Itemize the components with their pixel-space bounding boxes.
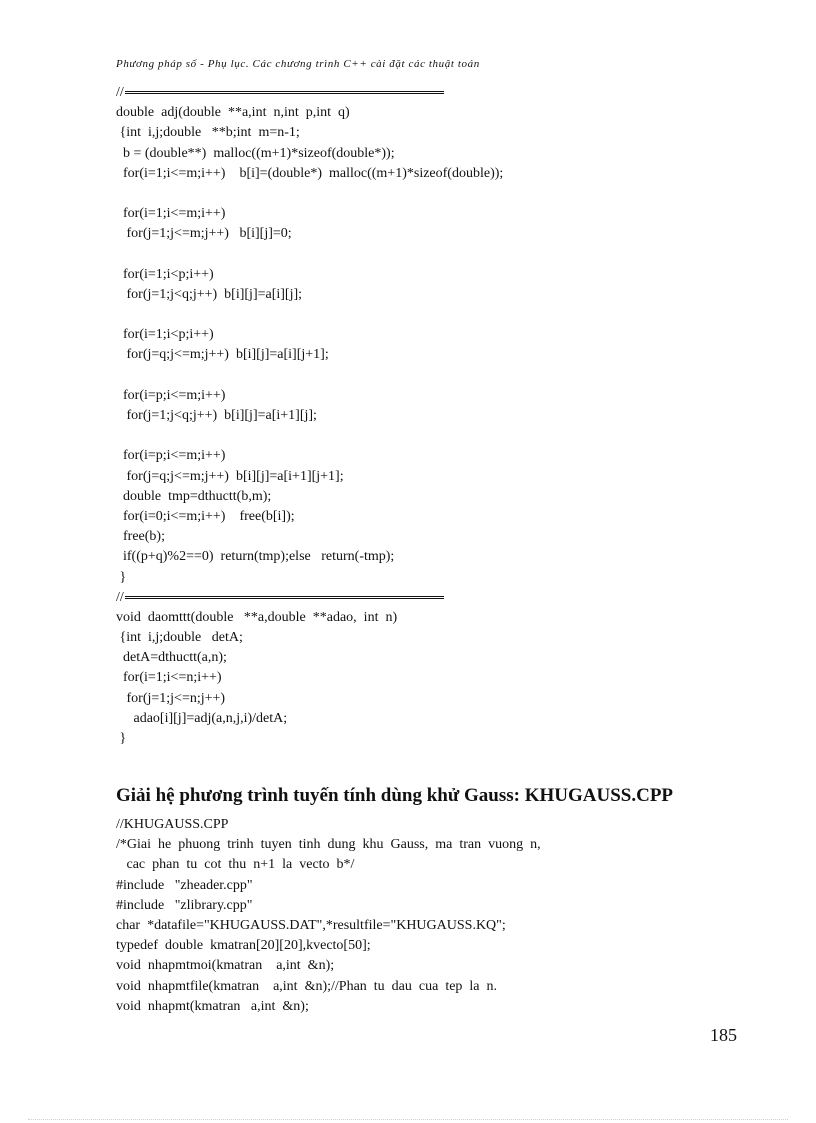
code-line: for(j=1;j<=n;j++) <box>116 690 226 706</box>
code-line: if((p+q)%2==0) return(tmp);else return(-tmp); <box>116 549 395 565</box>
code-line: for(i=1;i<p;i++) <box>116 327 214 343</box>
code-line: void nhapmt(kmatran a,int &n); <box>116 998 309 1014</box>
code-line: {int i,j;double **b;int m=n-1; <box>116 125 300 141</box>
code-line: // <box>116 83 503 103</box>
footer-divider <box>28 1119 788 1120</box>
code-line: void nhapmtmoi(kmatran a,int &n); <box>116 958 335 974</box>
code-line: double adj(double **a,int n,int p,int q) <box>116 105 350 121</box>
code-line: detA=dthuctt(a,n); <box>116 650 227 666</box>
code-line <box>116 245 503 265</box>
code-line: } <box>116 731 127 746</box>
code-line: #include "zlibrary.cpp" <box>116 897 253 913</box>
code-line: typedef double kmatran[20][20],kvecto[50]; <box>116 938 371 954</box>
code-line <box>116 305 503 325</box>
code-line <box>116 366 503 386</box>
code-line: for(j=q;j<=m;j++) b[i][j]=a[i+1][j+1]; <box>116 468 344 484</box>
code-line: for(i=1;i<p;i++) <box>116 266 214 282</box>
code-line: // <box>116 588 503 608</box>
code-line: for(j=1;j<=m;j++) b[i][j]=0; <box>116 226 292 242</box>
code-line: for(i=p;i<=m;i++) <box>116 448 226 464</box>
page-number: 185 <box>710 1025 737 1045</box>
code-block-adj-daomttt <box>116 83 503 749</box>
code-line: /*Giai he phuong trinh tuyen tinh dung khu Gauss, ma tran vuong n, <box>116 837 541 853</box>
code-line: adao[i][j]=adj(a,n,j,i)/detA; <box>116 710 288 726</box>
code-line: for(j=1;j<q;j++) b[i][j]=a[i][j]; <box>116 286 303 302</box>
code-line: for(i=1;i<=m;i++) <box>116 206 226 222</box>
code-line: b = (double**) malloc((m+1)*sizeof(double*)); <box>116 145 395 161</box>
code-line: //KHUGAUSS.CPP <box>116 817 229 832</box>
code-line: char *datafile="KHUGAUSS.DAT",*resultfile="KHUGAUSS.KQ"; <box>116 917 506 933</box>
running-header: Phương pháp số - Phụ lục. Các chương trình C++ cài đặt các thuật toán <box>116 58 480 70</box>
code-line <box>116 184 503 204</box>
section-title: Giải hệ phương trình tuyến tính dùng khử Gauss: KHUGAUSS.CPP <box>116 785 674 806</box>
code-line: #include "zheader.cpp" <box>116 877 253 893</box>
code-line: void daomttt(double **a,double **adao, int n) <box>116 609 398 625</box>
code-line: for(i=1;i<=n;i++) <box>116 670 222 686</box>
code-line <box>116 426 503 446</box>
code-line: free(b); <box>116 529 165 545</box>
code-line: void nhapmtfile(kmatran a,int &n);//Phan tu dau cua tep la n. <box>116 978 498 994</box>
code-line: for(i=0;i<=m;i++) free(b[i]); <box>116 508 295 524</box>
code-block-khugauss <box>116 815 541 1017</box>
code-line: for(j=1;j<q;j++) b[i][j]=a[i+1][j]; <box>116 408 317 423</box>
code-line: double tmp=dthuctt(b,m); <box>116 488 272 504</box>
code-line: for(i=1;i<=m;i++) b[i]=(double*) malloc((m+1)*sizeof(double)); <box>116 165 504 181</box>
code-line: for(j=q;j<=m;j++) b[i][j]=a[i][j+1]; <box>116 347 329 363</box>
separator-rule <box>125 91 444 94</box>
code-line: } <box>116 569 127 585</box>
code-line: for(i=p;i<=m;i++) <box>116 387 226 403</box>
separator-rule <box>125 596 444 599</box>
code-line: cac phan tu cot thu n+1 la vecto b*/ <box>116 857 355 873</box>
code-line: {int i,j;double detA; <box>116 630 243 646</box>
